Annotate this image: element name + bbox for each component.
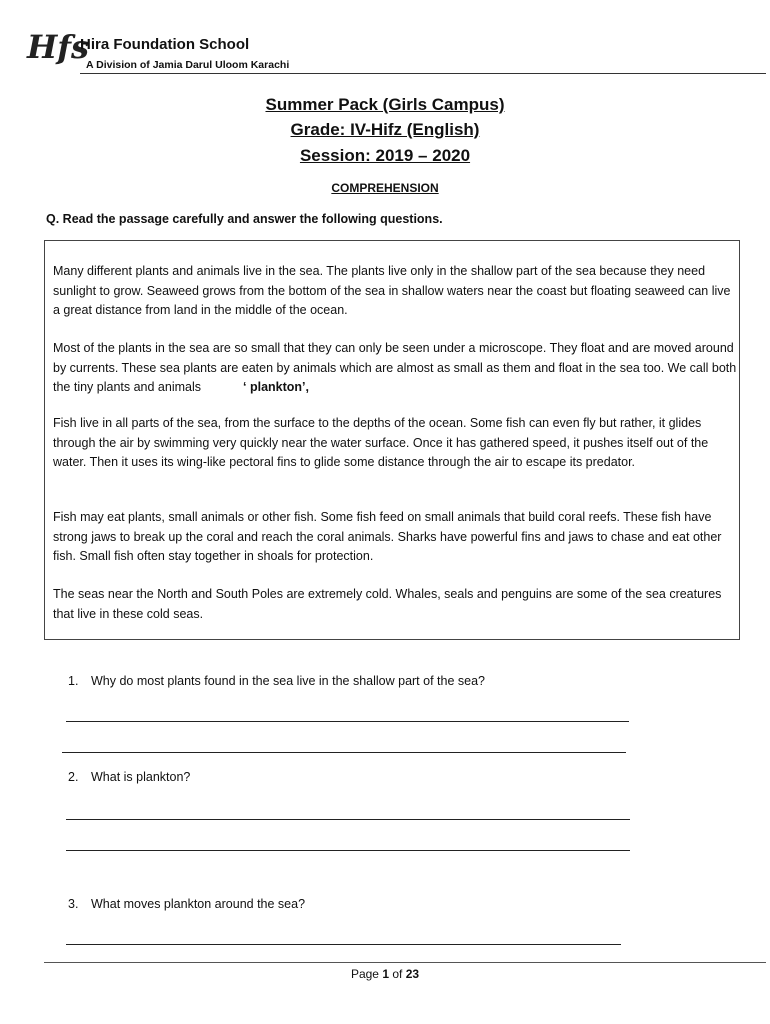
question-3-number: 3.: [68, 897, 79, 911]
instruction-text: Q. Read the passage carefully and answer the following questions.: [46, 212, 443, 226]
passage-paragraph-1: Many different plants and animals live in the sea. The plants live only in the shallow part of the sea because they need sunlight to grow. Seaweed grows from the bottom of the sea in shallow waters near the coast but floating seaweed can live a great distance from land in the middle of the ocean.: [53, 264, 731, 317]
question-1-number: 1.: [68, 674, 79, 688]
question-3-text: What moves plankton around the sea?: [91, 897, 306, 911]
passage-paragraph-3: Fish live in all parts of the sea, from the surface to the depths of the ocean. Some fish can even fly but rather, it glides through the air by swimming very quickly near the water surface. Once it has gathered speed, it pushes itself out of the water. Then it uses its wing-like pectoral fins to glide some distance through the air to escape its predator.: [53, 416, 709, 469]
passage-paragraph-2: [53, 339, 737, 398]
paragraph-2-text: Most of the plants in the sea are so small that they can only be seen under a microscope. They float and are moved around by currents. These sea plants are eaten by animals which are almost as small as them and float in the sea too. We call both the tiny plants and animals: [53, 341, 737, 394]
title-campus: Summer Pack (Girls Campus): [265, 95, 505, 114]
question-2-number: 2.: [68, 770, 79, 784]
current-page: 1: [382, 967, 389, 981]
plankton-term: ‘ plankton’,: [243, 380, 309, 394]
answer-line-1a[interactable]: [66, 721, 629, 722]
school-logo: [26, 24, 90, 68]
answer-line-2a[interactable]: [66, 819, 630, 820]
total-pages: 23: [405, 967, 420, 981]
answer-line-1b[interactable]: [62, 752, 626, 753]
of-word: of: [392, 967, 403, 981]
page-indicator: [0, 967, 770, 981]
logo-text: Hfs: [27, 28, 90, 66]
answer-line-2b[interactable]: [66, 850, 630, 851]
question-1-text: Why do most plants found in the sea live in the shallow part of the sea?: [91, 674, 485, 688]
question-2-text: What is plankton?: [91, 770, 191, 784]
header-divider: [80, 73, 766, 74]
school-name: Hira Foundation School: [80, 36, 250, 53]
page-word: Page: [350, 967, 379, 981]
title-session: Session: 2019 – 2020: [299, 146, 471, 165]
passage-paragraph-4: Fish may eat plants, small animals or other fish. Some fish feed on small animals that build coral reefs. These fish have strong jaws to break up the coral and reach the coral animals. Sharks have powerful fins and jaws to chase and eat other fish. Small fish often stay together in shoals for protection.: [53, 510, 722, 563]
title-grade: Grade: IV-Hifz (English): [290, 120, 480, 139]
section-heading: COMPREHENSION: [331, 181, 439, 195]
school-subtitle: A Division of Jamia Darul Uloom Karachi: [86, 59, 290, 71]
answer-line-3a[interactable]: [66, 944, 621, 945]
footer-divider: [44, 962, 766, 963]
passage-paragraph-5: The seas near the North and South Poles are extremely cold. Whales, seals and penguins are some of the sea creatures that live in these cold seas.: [53, 587, 722, 621]
